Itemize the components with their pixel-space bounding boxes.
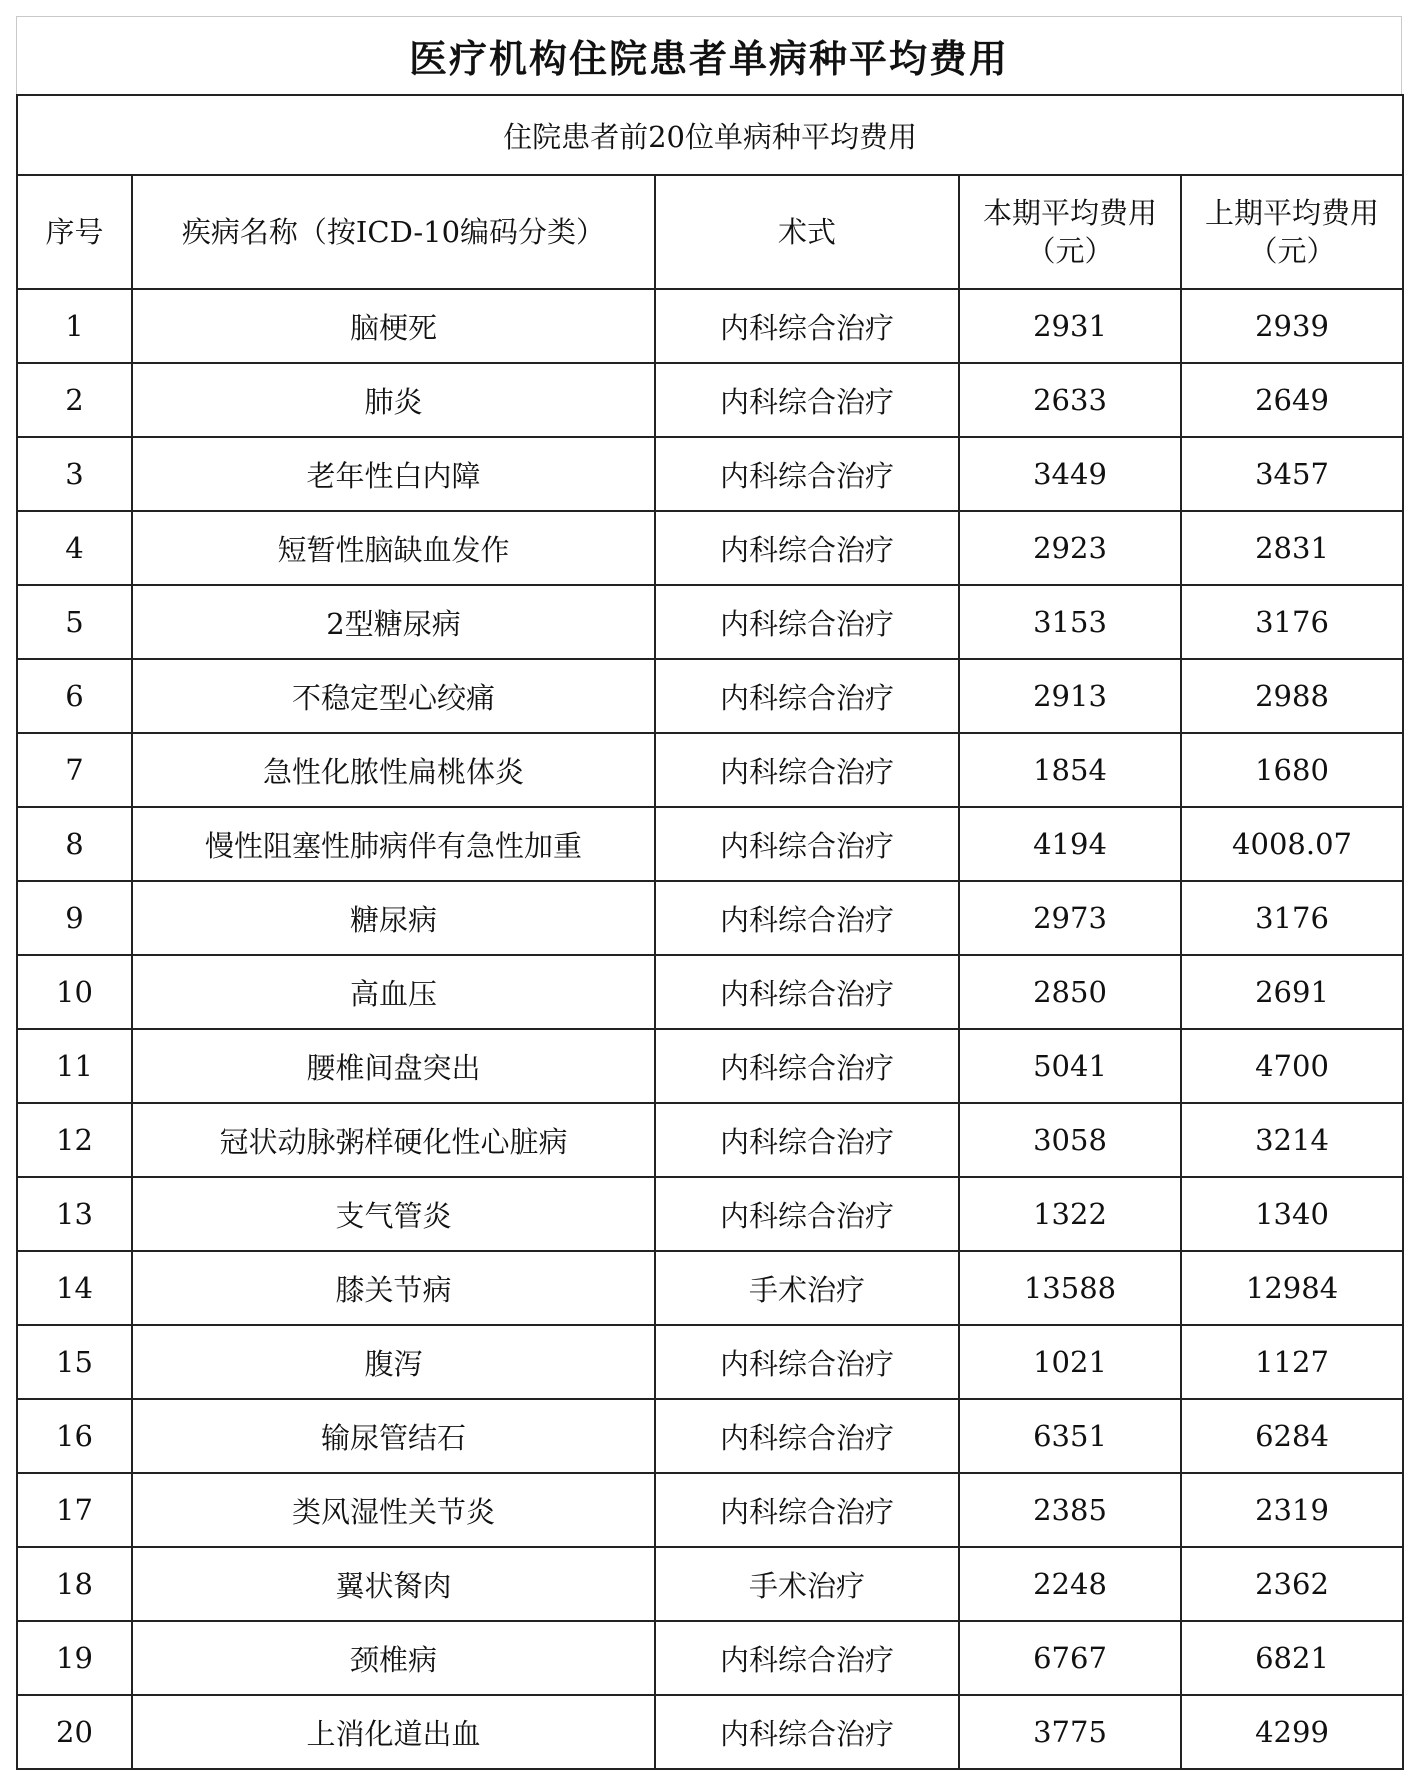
cell-disease: 慢性阻塞性肺病伴有急性加重 [132, 807, 655, 881]
cell-current-cost: 2248 [959, 1547, 1181, 1621]
table-row [17, 881, 1403, 955]
cell-previous-cost: 2691 [1181, 955, 1403, 1029]
table-row [17, 1695, 1403, 1769]
cell-previous-cost: 1127 [1181, 1325, 1403, 1399]
cell-disease: 冠状动脉粥样硬化性心脏病 [132, 1103, 655, 1177]
cell-disease: 肺炎 [132, 363, 655, 437]
table-subtitle: 住院患者前20位单病种平均费用 [17, 95, 1403, 175]
table-row [17, 585, 1403, 659]
cell-current-cost: 2913 [959, 659, 1181, 733]
cost-table [16, 94, 1404, 1770]
cell-current-cost: 3058 [959, 1103, 1181, 1177]
header-previous-cost-unit: （元） [1248, 234, 1336, 268]
table-row [17, 1621, 1403, 1695]
cell-current-cost: 3449 [959, 437, 1181, 511]
header-index: 序号 [17, 175, 132, 289]
header-current-cost-label: 本期平均费用 [982, 196, 1157, 230]
header-current-cost-unit: （元） [1026, 234, 1114, 268]
cell-index: 6 [17, 659, 132, 733]
header-row [17, 175, 1403, 289]
cell-index: 20 [17, 1695, 132, 1769]
table-row [17, 1473, 1403, 1547]
cell-disease: 急性化脓性扁桃体炎 [132, 733, 655, 807]
cell-disease: 膝关节病 [132, 1251, 655, 1325]
cell-current-cost: 4194 [959, 807, 1181, 881]
table-row [17, 1177, 1403, 1251]
cell-procedure: 内科综合治疗 [655, 659, 959, 733]
cell-previous-cost: 2988 [1181, 659, 1403, 733]
cell-procedure: 内科综合治疗 [655, 289, 959, 363]
title-box [16, 16, 1402, 94]
header-procedure: 术式 [655, 175, 959, 289]
cell-previous-cost: 2939 [1181, 289, 1403, 363]
cell-previous-cost: 1340 [1181, 1177, 1403, 1251]
table-row [17, 1547, 1403, 1621]
cell-current-cost: 1854 [959, 733, 1181, 807]
cell-index: 7 [17, 733, 132, 807]
cell-previous-cost: 3176 [1181, 881, 1403, 955]
cell-current-cost: 3153 [959, 585, 1181, 659]
table-row [17, 1029, 1403, 1103]
table-row [17, 1103, 1403, 1177]
cell-disease: 脑梗死 [132, 289, 655, 363]
table-row [17, 289, 1403, 363]
cell-previous-cost: 3214 [1181, 1103, 1403, 1177]
cell-index: 11 [17, 1029, 132, 1103]
cell-disease: 腹泻 [132, 1325, 655, 1399]
cell-disease: 腰椎间盘突出 [132, 1029, 655, 1103]
cell-procedure: 内科综合治疗 [655, 1029, 959, 1103]
cell-procedure: 内科综合治疗 [655, 1325, 959, 1399]
cell-previous-cost: 2362 [1181, 1547, 1403, 1621]
cell-procedure: 内科综合治疗 [655, 1473, 959, 1547]
table-row [17, 807, 1403, 881]
cell-current-cost: 2633 [959, 363, 1181, 437]
cell-previous-cost: 4008.07 [1181, 807, 1403, 881]
header-current-cost [959, 175, 1181, 289]
cell-procedure: 内科综合治疗 [655, 1177, 959, 1251]
cell-procedure: 内科综合治疗 [655, 807, 959, 881]
cell-index: 16 [17, 1399, 132, 1473]
cell-previous-cost: 2831 [1181, 511, 1403, 585]
cell-current-cost: 2850 [959, 955, 1181, 1029]
cell-previous-cost: 2649 [1181, 363, 1403, 437]
cell-current-cost: 3775 [959, 1695, 1181, 1769]
cell-procedure: 内科综合治疗 [655, 1103, 959, 1177]
table-row [17, 363, 1403, 437]
cell-current-cost: 6351 [959, 1399, 1181, 1473]
page-title: 医疗机构住院患者单病种平均费用 [408, 37, 1009, 81]
cell-current-cost: 2973 [959, 881, 1181, 955]
cell-procedure: 内科综合治疗 [655, 1621, 959, 1695]
cost-sheet [16, 16, 1402, 1770]
cell-procedure: 内科综合治疗 [655, 363, 959, 437]
cell-procedure: 内科综合治疗 [655, 511, 959, 585]
table-row [17, 733, 1403, 807]
cell-procedure: 内科综合治疗 [655, 585, 959, 659]
cell-disease: 短暂性脑缺血发作 [132, 511, 655, 585]
cell-disease: 不稳定型心绞痛 [132, 659, 655, 733]
cell-index: 2 [17, 363, 132, 437]
table-row [17, 955, 1403, 1029]
table-row [17, 1251, 1403, 1325]
cell-procedure: 手术治疗 [655, 1251, 959, 1325]
cell-index: 1 [17, 289, 132, 363]
cell-disease: 2型糖尿病 [132, 585, 655, 659]
cell-index: 8 [17, 807, 132, 881]
table-row [17, 659, 1403, 733]
cell-procedure: 内科综合治疗 [655, 437, 959, 511]
cell-disease: 输尿管结石 [132, 1399, 655, 1473]
cell-disease: 糖尿病 [132, 881, 655, 955]
table-row [17, 511, 1403, 585]
cell-previous-cost: 1680 [1181, 733, 1403, 807]
cell-procedure: 内科综合治疗 [655, 1695, 959, 1769]
cell-index: 19 [17, 1621, 132, 1695]
cell-disease: 上消化道出血 [132, 1695, 655, 1769]
cell-procedure: 内科综合治疗 [655, 955, 959, 1029]
cell-current-cost: 5041 [959, 1029, 1181, 1103]
cell-current-cost: 6767 [959, 1621, 1181, 1695]
cell-disease: 颈椎病 [132, 1621, 655, 1695]
cell-index: 4 [17, 511, 132, 585]
cell-index: 10 [17, 955, 132, 1029]
cell-procedure: 内科综合治疗 [655, 1399, 959, 1473]
header-previous-cost [1181, 175, 1403, 289]
header-disease: 疾病名称（按ICD-10编码分类） [132, 175, 655, 289]
cell-current-cost: 13588 [959, 1251, 1181, 1325]
subtitle-row [17, 95, 1403, 175]
cell-index: 12 [17, 1103, 132, 1177]
header-previous-cost-label: 上期平均费用 [1205, 196, 1380, 230]
cell-previous-cost: 3176 [1181, 585, 1403, 659]
cell-previous-cost: 6284 [1181, 1399, 1403, 1473]
cell-current-cost: 1021 [959, 1325, 1181, 1399]
table-row [17, 1399, 1403, 1473]
table-row [17, 1325, 1403, 1399]
cell-index: 15 [17, 1325, 132, 1399]
cell-index: 9 [17, 881, 132, 955]
cell-previous-cost: 3457 [1181, 437, 1403, 511]
cell-current-cost: 1322 [959, 1177, 1181, 1251]
cell-index: 5 [17, 585, 132, 659]
cell-procedure: 内科综合治疗 [655, 881, 959, 955]
cell-disease: 老年性白内障 [132, 437, 655, 511]
cell-index: 14 [17, 1251, 132, 1325]
cell-index: 3 [17, 437, 132, 511]
cell-current-cost: 2923 [959, 511, 1181, 585]
cell-current-cost: 2385 [959, 1473, 1181, 1547]
cell-disease: 类风湿性关节炎 [132, 1473, 655, 1547]
cell-previous-cost: 4700 [1181, 1029, 1403, 1103]
cell-previous-cost: 6821 [1181, 1621, 1403, 1695]
cell-index: 18 [17, 1547, 132, 1621]
cell-disease: 翼状胬肉 [132, 1547, 655, 1621]
cell-index: 17 [17, 1473, 132, 1547]
cell-procedure: 手术治疗 [655, 1547, 959, 1621]
cell-index: 13 [17, 1177, 132, 1251]
cell-current-cost: 2931 [959, 289, 1181, 363]
cell-procedure: 内科综合治疗 [655, 733, 959, 807]
cell-previous-cost: 2319 [1181, 1473, 1403, 1547]
table-row [17, 437, 1403, 511]
cell-disease: 支气管炎 [132, 1177, 655, 1251]
cell-disease: 高血压 [132, 955, 655, 1029]
cell-previous-cost: 12984 [1181, 1251, 1403, 1325]
cell-previous-cost: 4299 [1181, 1695, 1403, 1769]
